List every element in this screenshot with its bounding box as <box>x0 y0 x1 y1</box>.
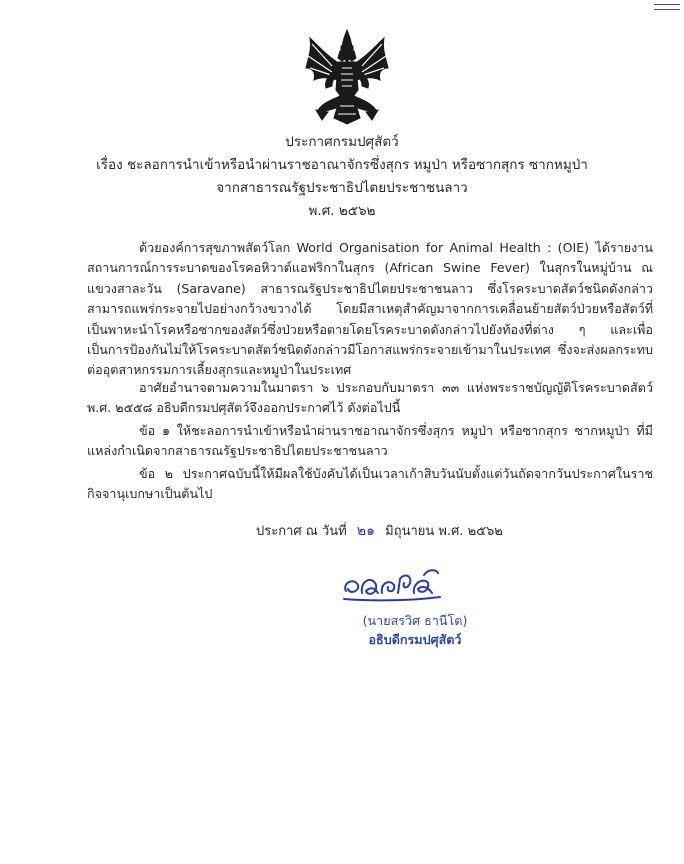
paragraph-authority: อาศัยอำนาจตามความในมาตรา ๖ ประกอบกับมาตรา ๓๓ แห่งพระราชบัญญัติโรคระบาดสัตว์ พ.ศ. ๒๕๕๘ อธิบดีกรมปศุสัตว์จึงออกประกาศไว้ ดังต่อไปนี้ <box>87 380 653 416</box>
date-prefix: ประกาศ ณ วันที่ <box>256 524 347 539</box>
announcement-title: ประกาศกรมปศุสัตว์ <box>285 134 399 150</box>
date-month-year: มิถุนายน พ.ศ. ๒๕๖๒ <box>385 524 503 539</box>
clause-2: ข้อ ๒ ประกาศฉบับนี้ให้มีผลใช้บังคับได้เป็นเวลาเก้าสิบวันนับตั้งแต่วันถัดจากวันประกาศในราชกิจจานุเบกษาเป็นต้นไป <box>87 466 653 502</box>
date-day-handwritten: ๒๑ <box>356 523 375 539</box>
signer-name: (นายสรวิศ ธานีโต) <box>362 613 468 628</box>
announcement-subject-continued: จากสาธารณรัฐประชาธิปไตยประชาชนลาว <box>216 180 468 196</box>
announcement-subject: เรื่อง ชะลอการนำเข้าหรือนำผ่านราชอาณาจักรซึ่งสุกร หมูป่า หรือซากสุกร ซากหมูป่า <box>96 157 588 173</box>
announcement-date <box>256 521 503 542</box>
corner-mark <box>654 4 680 10</box>
paragraph-background: ด้วยองค์การสุขภาพสัตว์โลก World Organisation for Animal Health : (OIE) ได้รายงานสถานการณ์การระบาดของโรคอหิวาต์แอฟริกาในสุกร (African Swine Fever) ในสุกรในหมู่บ้าน ณ แขวงสาละวัน (Saravane) สาธารณรัฐประชาธิปไตยประชาชนลาว ซึ่งโรคระบาดสัตว์ชนิดดังกล่าวสามารถแพร่กระจายไปอย่างกว้างขวางได้ โดยมีสาเหตุสำคัญมาจากการเคลื่อนย้ายสัตว์ป่วยหรือสัตว์ที่เป็นพาหะนำโรคหรือซากของสัตว์ซึ่งป่วยหรือตายโดยโรคระบาดดังกล่าวไปยังท้องที่ต่าง ๆ และเพื่อเป็นการป้องกันไม่ให้โรคระบาดสัตว์ชนิดดังกล่าวมีโอกาสแพร่กระจายเข้ามาในประเทศ ซึ่งจะส่งผลกระทบต่ออุตสาหกรรมการเลี้ยงสุกรและหมูป่าในประเทศ <box>87 240 653 378</box>
announcement-year: พ.ศ. ๒๕๖๒ <box>308 203 376 219</box>
handwritten-signature-icon <box>340 563 444 605</box>
signer-position: อธิบดีกรมปศุสัตว์ <box>368 632 462 647</box>
clause-1: ข้อ ๑ ให้ชะลอการนำเข้าหรือนำผ่านราชอาณาจักรซึ่งสุกร หมูป่า หรือซากสุกร ซากหมูป่า ที่มีแหล่งกำเนิดจากสาธารณรัฐประชาธิปไตยประชาชนลาว <box>87 423 653 459</box>
garuda-emblem-icon <box>302 28 392 126</box>
